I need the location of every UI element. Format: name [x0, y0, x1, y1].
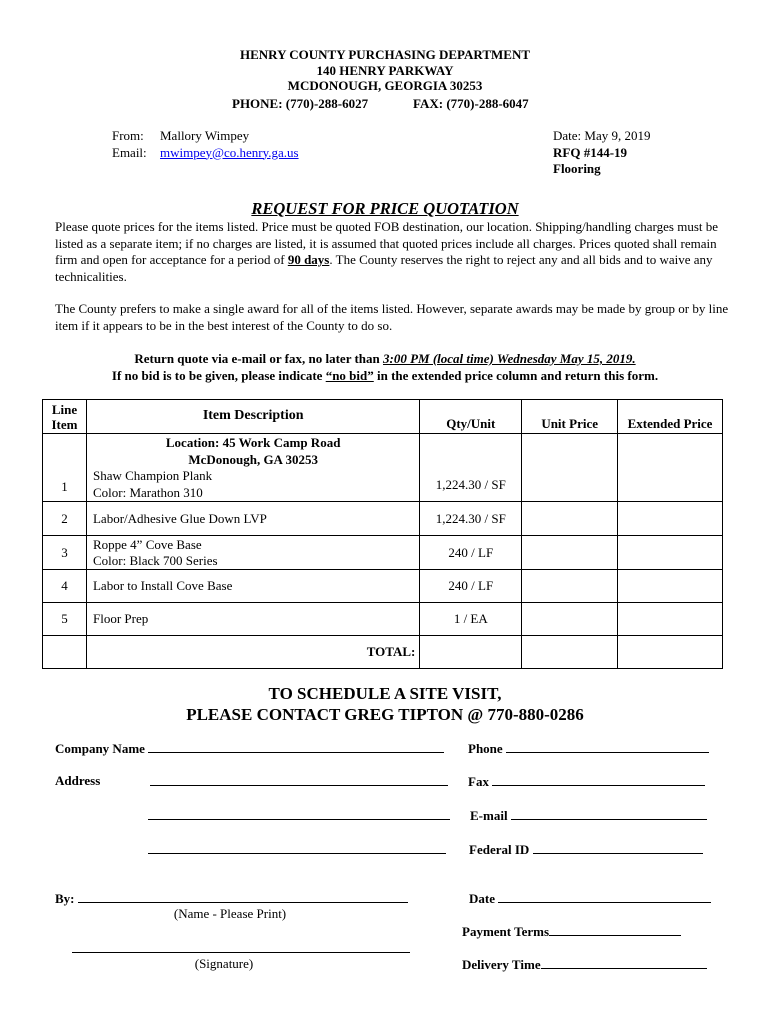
site-visit-notice [0, 683, 770, 725]
delivery-time-label: Delivery Time [462, 957, 541, 972]
email-field[interactable] [470, 807, 707, 824]
no-bid-text-2: in the extended price column and return this form. [373, 368, 659, 383]
name-print-caption: (Name - Please Print) [173, 906, 287, 921]
line-number: 4 [43, 570, 87, 603]
no-bid-phrase: “no bid” [325, 368, 374, 383]
phone-line[interactable] [506, 740, 709, 753]
blank-cell [43, 636, 87, 669]
signature-caption: (Signature) [194, 956, 254, 971]
header-unit-price: Unit Price [522, 400, 618, 434]
line-number: 5 [43, 603, 87, 636]
item-description [86, 434, 419, 502]
unit-price-cell[interactable] [522, 536, 618, 570]
extended-price-cell[interactable] [618, 603, 723, 636]
federal-id-label: Federal ID [469, 842, 530, 857]
item-qty: 1,224.30 / SF [420, 434, 522, 502]
site-visit-line-1: TO SCHEDULE A SITE VISIT, [268, 684, 502, 703]
award-paragraph: The County prefers to make a single award for all of the items listed. However, separate awards may be made by group or by line item if it appears to be in the best interest of the County to do so. [55, 301, 729, 333]
deadline: 3:00 PM (local time) Wednesday May 15, 2019. [383, 351, 636, 366]
blank-cell [522, 636, 618, 669]
email-link[interactable]: mwimpey@co.henry.ga.us [160, 144, 299, 160]
payment-terms-line[interactable] [549, 923, 681, 936]
delivery-time-line[interactable] [541, 956, 707, 969]
blank-cell [420, 636, 522, 669]
item-qty: 240 / LF [420, 570, 522, 603]
date-label: Date [469, 891, 495, 906]
unit-price-cell[interactable] [522, 570, 618, 603]
address-line-1-input[interactable] [150, 773, 448, 786]
company-name-line[interactable] [148, 740, 444, 753]
item-description: Labor/Adhesive Glue Down LVP [86, 502, 419, 536]
phone-field[interactable] [468, 740, 709, 757]
extended-price-cell[interactable] [618, 502, 723, 536]
table-row [43, 570, 723, 603]
by-line[interactable] [78, 890, 408, 903]
extended-price-cell[interactable] [618, 434, 723, 502]
company-name-field[interactable] [55, 740, 444, 757]
header-extended-price: Extended Price [618, 400, 723, 434]
address-line-3-input[interactable] [148, 841, 446, 854]
header-line-item: Line Item [43, 400, 87, 434]
date: Date: May 9, 2019 [553, 128, 651, 143]
unit-price-cell[interactable] [522, 502, 618, 536]
site-visit-line-2: PLEASE CONTACT GREG TIPTON @ 770-880-0286 [186, 705, 584, 724]
item-description [86, 536, 419, 570]
address-label: Address [55, 773, 101, 788]
by-label: By: [55, 891, 75, 906]
unit-price-cell[interactable] [522, 434, 618, 502]
unit-price-cell[interactable] [522, 603, 618, 636]
item-qty: 1,224.30 / SF [420, 502, 522, 536]
federal-id-line[interactable] [533, 841, 703, 854]
line-number: 3 [43, 536, 87, 570]
item-description: Labor to Install Cove Base [86, 570, 419, 603]
fax-line[interactable] [492, 773, 705, 786]
instructions-paragraph [55, 219, 735, 285]
rfq-subject: Flooring [553, 161, 601, 176]
sender-block [112, 128, 412, 161]
location-line-1: Location: 45 Work Camp Road [165, 435, 341, 450]
instructions-text-2: . The County reserves the right to reject any and all bids and to waive any technicalities. [55, 252, 713, 284]
item-description-line-1: Roppe 4” Cove Base [92, 537, 202, 552]
item-qty: 240 / LF [420, 536, 522, 570]
email-label: Email: [112, 144, 147, 160]
extended-price-cell[interactable] [618, 570, 723, 603]
by-field[interactable] [55, 890, 408, 907]
page-title: REQUEST FOR PRICE QUOTATION [251, 199, 519, 218]
return-note-text: Return quote via e-mail or fax, no later than [134, 351, 384, 366]
table-header-row [43, 400, 723, 434]
extended-price-cell[interactable] [618, 536, 723, 570]
table-row [43, 434, 723, 502]
total-row [43, 636, 723, 669]
date-field[interactable] [469, 890, 711, 907]
phone-label: Phone [468, 741, 503, 756]
from-label: From: [112, 128, 144, 143]
rfq-number: RFQ #144-19 [553, 144, 628, 160]
delivery-time-field[interactable] [462, 956, 707, 973]
email-line[interactable] [511, 807, 707, 820]
address-line-1: 140 HENRY PARKWAY [316, 62, 454, 78]
item-description-line-2: Color: Black 700 Series [92, 552, 218, 568]
table-row [43, 536, 723, 570]
phone-number: PHONE: (770)-288-6027 [232, 96, 369, 111]
payment-terms-field[interactable] [462, 923, 681, 940]
signature-line[interactable] [72, 940, 410, 953]
fax-field[interactable] [468, 773, 705, 790]
from-value: Mallory Wimpey [160, 128, 250, 143]
address-line-2: MCDONOUGH, GEORGIA 30253 [287, 78, 483, 93]
payment-terms-label: Payment Terms [462, 924, 550, 939]
item-description: Floor Prep [86, 603, 419, 636]
company-name-label: Company Name [55, 741, 145, 756]
validity-period: 90 days [287, 252, 330, 267]
address-line-2-input[interactable] [148, 807, 450, 820]
fax-label: Fax [468, 774, 489, 789]
item-description-line-1: Shaw Champion Plank [92, 468, 213, 483]
table-row [43, 603, 723, 636]
line-number: 1 [43, 434, 87, 502]
instructions-text-1: Please quote prices for the items listed. Price must be quoted FOB destination, our location. Shipping/handling charges must be listed as a separate item; if no charges are listed, it is assumed that quoted prices include all charges. Prices quoted shall remain firm and open for acceptance for a period of [55, 219, 719, 267]
total-label: TOTAL: [86, 636, 419, 669]
email-field-label: E-mail [470, 808, 508, 823]
department-name: HENRY COUNTY PURCHASING DEPARTMENT [239, 47, 531, 62]
rfq-meta [553, 128, 753, 178]
total-value-cell[interactable] [618, 636, 723, 669]
no-bid-text-1: If no bid is to be given, please indicate [111, 368, 326, 383]
letterhead [0, 47, 770, 94]
item-qty: 1 / EA [420, 603, 522, 636]
line-number: 2 [43, 502, 87, 536]
return-note [0, 350, 770, 384]
header-qty: Qty/Unit [420, 400, 522, 434]
item-description-line-2: Color: Marathon 310 [92, 484, 203, 500]
header-description: Item Description [86, 400, 419, 434]
federal-id-field[interactable] [469, 841, 703, 858]
items-table [42, 399, 723, 669]
table-row [43, 502, 723, 536]
location-line-2: McDonough, GA 30253 [188, 451, 318, 467]
fax-number: FAX: (770)-288-6047 [413, 96, 529, 111]
date-line[interactable] [498, 890, 711, 903]
